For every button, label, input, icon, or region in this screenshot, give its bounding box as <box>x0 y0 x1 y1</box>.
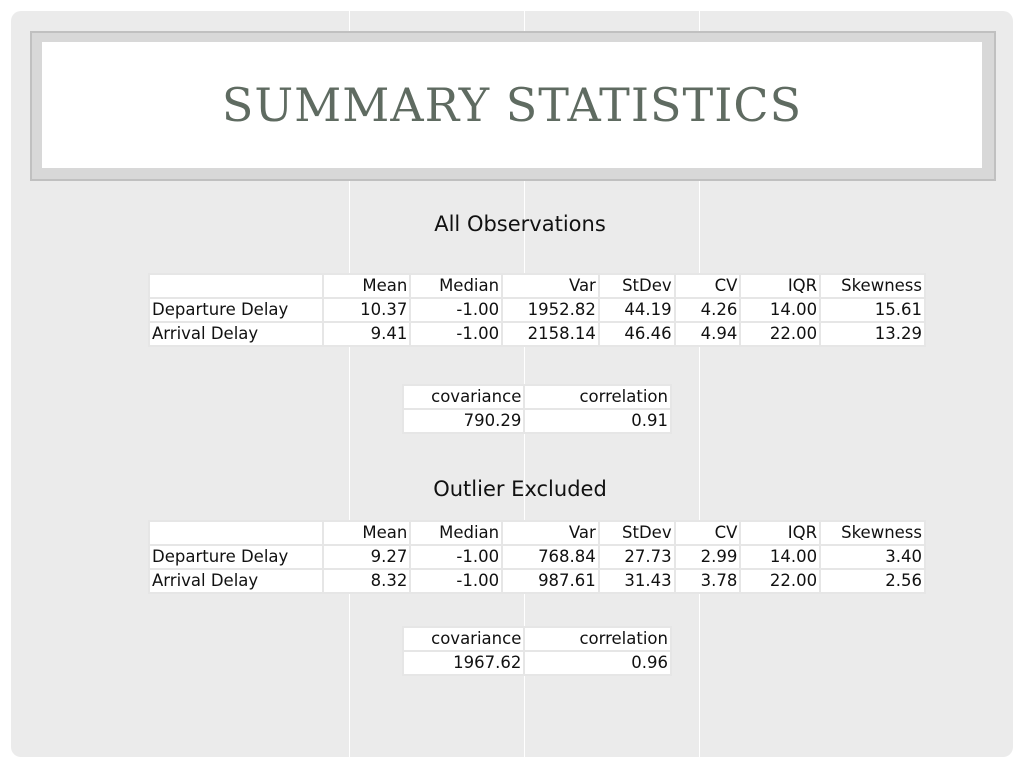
column-header: IQR <box>740 274 820 298</box>
table-header-row <box>149 274 925 298</box>
column-header: Var <box>502 274 599 298</box>
slide-title: SUMMARY STATISTICS <box>221 78 803 132</box>
table-cell: 987.61 <box>502 569 599 593</box>
table-cell: -1.00 <box>410 545 502 569</box>
table-cell: 8.32 <box>323 569 411 593</box>
table-row <box>149 298 925 322</box>
title-box <box>42 42 982 168</box>
row-label: Arrival Delay <box>149 322 323 346</box>
table-cell: 14.00 <box>740 298 820 322</box>
table-cell: 44.19 <box>599 298 675 322</box>
stats-table-outlier-excluded <box>148 520 926 594</box>
table-cell: 22.00 <box>740 322 820 346</box>
table-row <box>403 409 671 433</box>
table-cell: 2.56 <box>820 569 925 593</box>
table-cell: 46.46 <box>599 322 675 346</box>
table-cell: 27.73 <box>599 545 675 569</box>
table-cell: 31.43 <box>599 569 675 593</box>
table-cell: -1.00 <box>410 298 502 322</box>
covariance-value: 790.29 <box>403 409 524 433</box>
section-heading-all-observations: All Observations <box>434 212 606 236</box>
table-cell: 22.00 <box>740 569 820 593</box>
column-header: Mean <box>323 521 411 545</box>
correlation-value: 0.96 <box>524 651 671 675</box>
table-cell: -1.00 <box>410 569 502 593</box>
covariance-header: covariance <box>403 627 524 651</box>
column-header: Median <box>410 274 502 298</box>
table-cell: 3.40 <box>820 545 925 569</box>
column-header: Skewness <box>820 521 925 545</box>
row-label: Departure Delay <box>149 298 323 322</box>
correlation-value: 0.91 <box>524 409 671 433</box>
table-row <box>403 651 671 675</box>
table-header-row <box>403 385 671 409</box>
table-cell: 1952.82 <box>502 298 599 322</box>
row-label: Departure Delay <box>149 545 323 569</box>
correlation-header: correlation <box>524 385 671 409</box>
table-row <box>149 545 925 569</box>
column-header: Mean <box>323 274 411 298</box>
table-cell: 4.94 <box>675 322 741 346</box>
table-cell: 15.61 <box>820 298 925 322</box>
title-frame <box>30 31 996 181</box>
cov-corr-table-outlier-excluded <box>402 626 672 676</box>
table-cell: 9.41 <box>323 322 411 346</box>
table-cell: 2158.14 <box>502 322 599 346</box>
column-header: Var <box>502 521 599 545</box>
section-heading-outlier-excluded: Outlier Excluded <box>433 477 607 501</box>
covariance-value: 1967.62 <box>403 651 524 675</box>
table-cell: 9.27 <box>323 545 411 569</box>
column-header: CV <box>675 521 741 545</box>
column-header: IQR <box>740 521 820 545</box>
table-cell: 13.29 <box>820 322 925 346</box>
column-header: StDev <box>599 274 675 298</box>
table-cell: 3.78 <box>675 569 741 593</box>
table-cell: 2.99 <box>675 545 741 569</box>
table-header-row <box>149 521 925 545</box>
column-header: Skewness <box>820 274 925 298</box>
column-header: CV <box>675 274 741 298</box>
table-header-row <box>403 627 671 651</box>
column-header: StDev <box>599 521 675 545</box>
correlation-header: correlation <box>524 627 671 651</box>
table-cell: 768.84 <box>502 545 599 569</box>
table-row <box>149 569 925 593</box>
column-header: Median <box>410 521 502 545</box>
covariance-header: covariance <box>403 385 524 409</box>
table-row <box>149 322 925 346</box>
table-cell: 4.26 <box>675 298 741 322</box>
table-cell: 14.00 <box>740 545 820 569</box>
column-header <box>149 274 323 298</box>
table-cell: -1.00 <box>410 322 502 346</box>
cov-corr-table-all-observations <box>402 384 672 434</box>
row-label: Arrival Delay <box>149 569 323 593</box>
column-header <box>149 521 323 545</box>
stats-table-all-observations <box>148 273 926 347</box>
table-cell: 10.37 <box>323 298 411 322</box>
